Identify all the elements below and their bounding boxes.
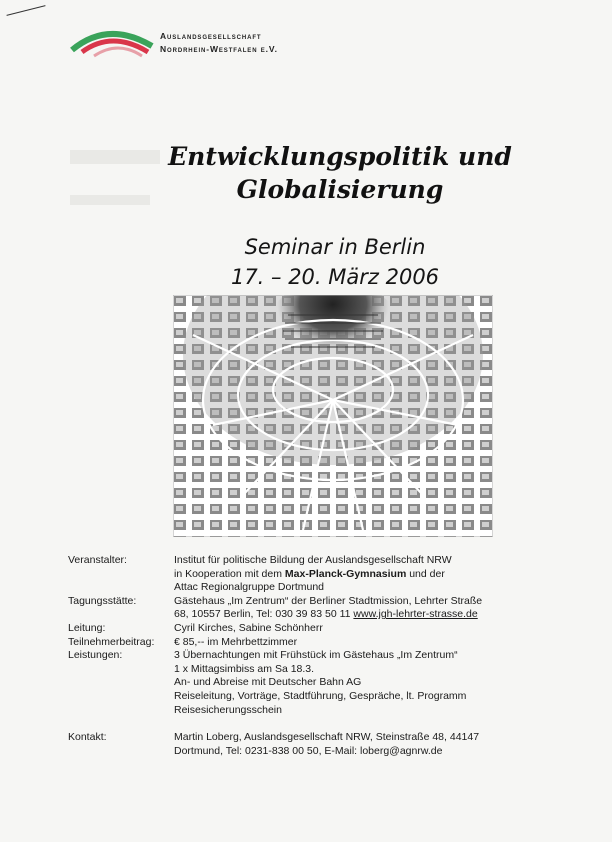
services-line: An- und Abreise mit Deutscher Bahn AG <box>174 676 362 689</box>
organizer-value <box>174 554 568 595</box>
partner-school: Max-Planck-Gymnasium <box>284 567 407 580</box>
document-title <box>150 140 530 206</box>
contact-line: Martin Loberg, Auslandsgesellschaft NRW, Steinstraße 48, 44147 <box>174 731 480 744</box>
lead-value: Cyril Kirches, Sabine Schönherr <box>174 621 323 634</box>
organizer-line: in Kooperation mit dem Max-Planck-Gymnasium und der <box>174 567 445 580</box>
fee-value: € 85,-- im Mehrbettzimmer <box>174 635 298 648</box>
title-line-1: Entwicklungspolitik und <box>168 142 512 171</box>
subtitle-date: 17. – 20. März 2006 <box>230 265 440 289</box>
lead-label: Leitung: <box>68 621 106 634</box>
detail-row-fee <box>68 636 568 650</box>
arch-logo-icon <box>68 22 158 62</box>
detail-row-organizer <box>68 554 568 595</box>
venue-website-link[interactable]: www.jgh-lehrter-strasse.de <box>353 608 478 621</box>
bleed-through-mark <box>70 195 150 205</box>
logo-wordmark <box>160 30 278 56</box>
venue-line: Gästehaus „Im Zentrum“ der Berliner Stadtmission, Lehrter Straße <box>174 594 483 607</box>
event-details <box>68 554 568 758</box>
organization-logo <box>68 22 308 64</box>
contact-label: Kontakt: <box>68 731 107 744</box>
detail-row-contact <box>68 731 568 758</box>
services-line: 3 Übernachtungen mit Frühstück im Gästehaus „Im Zentrum“ <box>174 649 458 662</box>
services-value <box>174 649 568 717</box>
spacer <box>68 717 568 731</box>
services-line: 1 x Mittagsimbiss am Sa 18.3. <box>174 662 315 675</box>
services-line: Reiseleitung, Vorträge, Stadtführung, Gespräche, lt. Programm <box>174 689 467 702</box>
bleed-through-mark <box>70 150 160 164</box>
services-label: Leistungen: <box>68 649 123 662</box>
seminar-subtitle <box>170 232 500 292</box>
detail-row-lead <box>68 622 568 636</box>
scan-mark <box>6 5 45 16</box>
contact-value <box>174 731 568 758</box>
organizer-line: Institut für politische Bildung der Auslandsgesellschaft NRW <box>174 554 452 566</box>
detail-row-venue <box>68 595 568 622</box>
title-line-2: Globalisierung <box>236 175 444 204</box>
organizer-line: Attac Regionalgruppe Dortmund <box>174 581 325 594</box>
logo-line-1: Auslandsgesellschaft <box>160 31 262 41</box>
subtitle-line-1: Seminar in Berlin <box>244 235 426 259</box>
venue-label: Tagungsstätte: <box>68 594 137 607</box>
reichstag-dome-photo <box>173 295 493 537</box>
dome-image <box>173 295 493 537</box>
organizer-label: Veranstalter: <box>68 554 127 566</box>
services-line: Reisesicherungsschein <box>174 703 282 716</box>
fee-label: Teilnehmerbeitrag: <box>68 635 155 648</box>
venue-line: 68, 10557 Berlin, Tel: 030 39 83 50 11 www.jgh-lehrter-strasse.de <box>174 608 478 621</box>
logo-line-2: Nordrhein-Westfalen e.V. <box>160 44 278 54</box>
detail-row-services <box>68 649 568 717</box>
venue-value <box>174 595 568 622</box>
contact-line[interactable]: Dortmund, Tel: 0231-838 00 50, E-Mail: loberg@agnrw.de <box>174 744 443 757</box>
